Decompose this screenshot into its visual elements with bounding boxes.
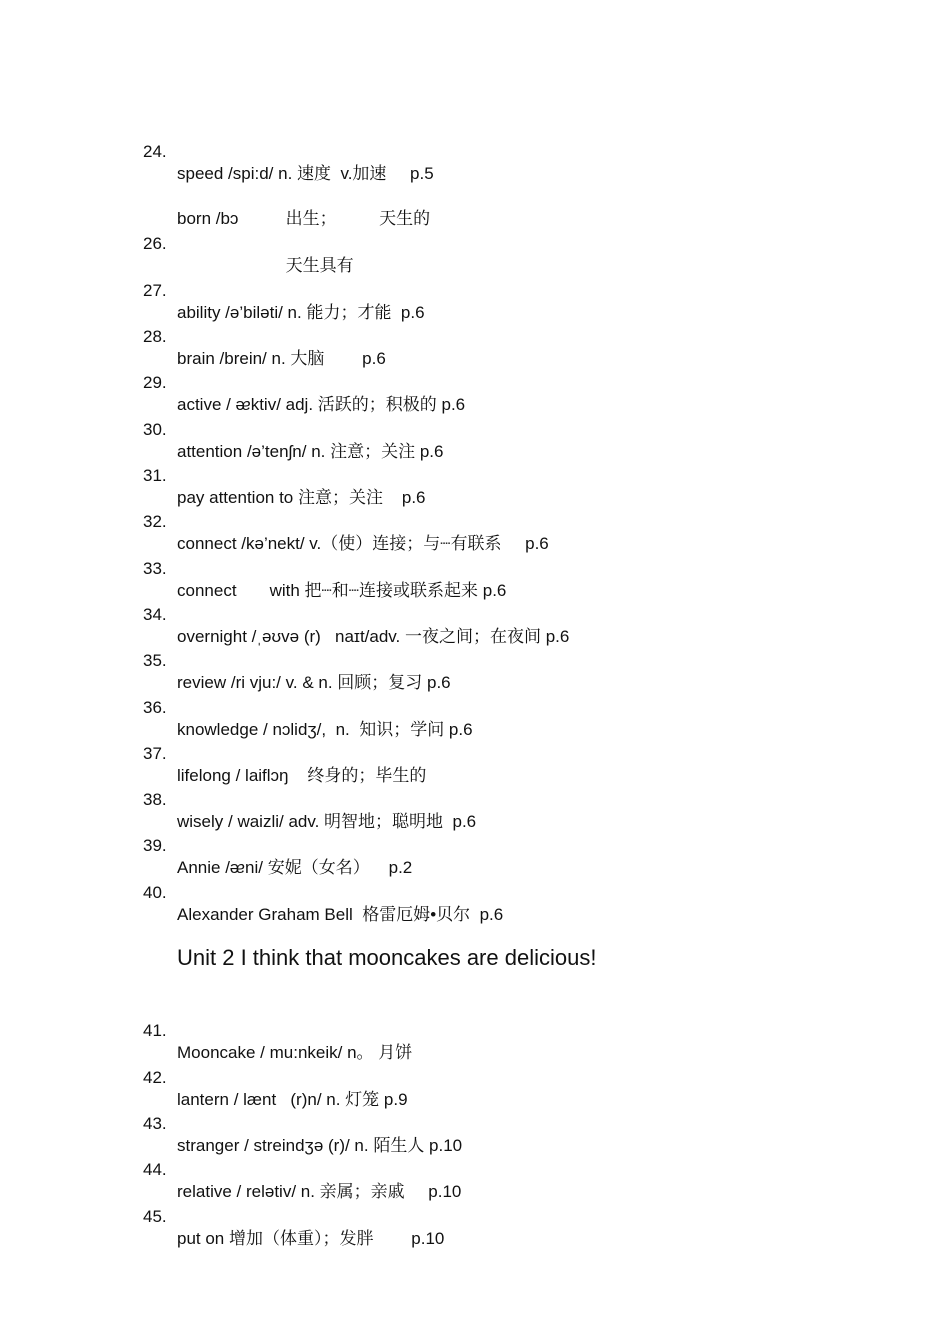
item-number: 29.	[143, 373, 167, 392]
item-text: connect with 把┈和┈连接或联系起来 p.6	[177, 581, 507, 600]
item-text: attention /ə’tenʃn/ n. 注意；关注 p.6	[177, 442, 444, 461]
item-number: 43.	[143, 1114, 167, 1133]
item-number: 34.	[143, 605, 167, 624]
item-number: 35.	[143, 651, 167, 670]
item-number: 37.	[143, 744, 167, 763]
item-number: 30.	[143, 420, 167, 439]
item-number: 32.	[143, 512, 167, 531]
item-text: connect /kə’nekt/ v.（使）连接；与┈有联系 p.6	[177, 534, 549, 553]
item-number: 42.	[143, 1068, 167, 1087]
item-number: 41.	[143, 1021, 167, 1040]
item-text: stranger / streindʒə (r)/ n. 陌生人 p.10	[177, 1136, 463, 1155]
item-number: 26.	[143, 234, 167, 253]
item-number: 36.	[143, 698, 167, 717]
item-number: 39.	[143, 836, 167, 855]
item-text: wisely / waizli/ adv. 明智地；聪明地 p.6	[177, 812, 477, 831]
item-number: 28.	[143, 327, 167, 346]
item-number: 40.	[143, 883, 167, 902]
item-text: put on 增加（体重）；发胖 p.10	[177, 1229, 445, 1248]
item-text: Annie /ᴂni/ 安妮（女名） p.2	[177, 858, 413, 877]
unit-heading: Unit 2 I think that mooncakes are delicious!	[177, 945, 597, 970]
item-text: ability /ə’biləti/ n. 能力；才能 p.6	[177, 303, 425, 322]
item-number: 44.	[143, 1160, 167, 1179]
item-number: 27.	[143, 281, 167, 300]
item-text: overnight /ˌəʊvə (r) naɪt/adv. 一夜之间；在夜间 p.6	[177, 627, 570, 646]
item-text: review /ri vju:/ v. & n. 回顾；复习 p.6	[177, 673, 451, 692]
item-text: speed /spi:d/ n. 速度 v.加速 p.5	[177, 164, 434, 183]
item-text: active / ᴂktiv/ adj. 活跃的；积极的 p.6	[177, 395, 466, 414]
item-text: knowledge / nɔlidʒ/, n. 知识；学问 p.6	[177, 720, 473, 739]
item-text: born /bɔ 出生； 天生的	[177, 209, 431, 228]
item-text: brain /brein/ n. 大脑 p.6	[177, 349, 386, 368]
item-text: relative / relətiv/ n. 亲属；亲戚 p.10	[177, 1182, 462, 1201]
item-text: pay attention to 注意；关注 p.6	[177, 488, 426, 507]
item-number: 38.	[143, 790, 167, 809]
item-text: Alexander Graham Bell 格雷厄姆•贝尔 p.6	[177, 905, 504, 924]
item-text: lantern / lænt (r)n/ n. 灯笼 p.9	[177, 1090, 408, 1109]
item-number: 24.	[143, 142, 167, 161]
item-text: Mooncake / mu:nkeik/ n。 月饼	[177, 1043, 413, 1062]
item-number: 31.	[143, 466, 167, 485]
item-number: 45.	[143, 1207, 167, 1226]
item-text: lifelong / laiflɔŋ 终身的；毕生的	[177, 766, 427, 785]
item-number: 33.	[143, 559, 167, 578]
item-text: 天生具有	[177, 256, 354, 275]
